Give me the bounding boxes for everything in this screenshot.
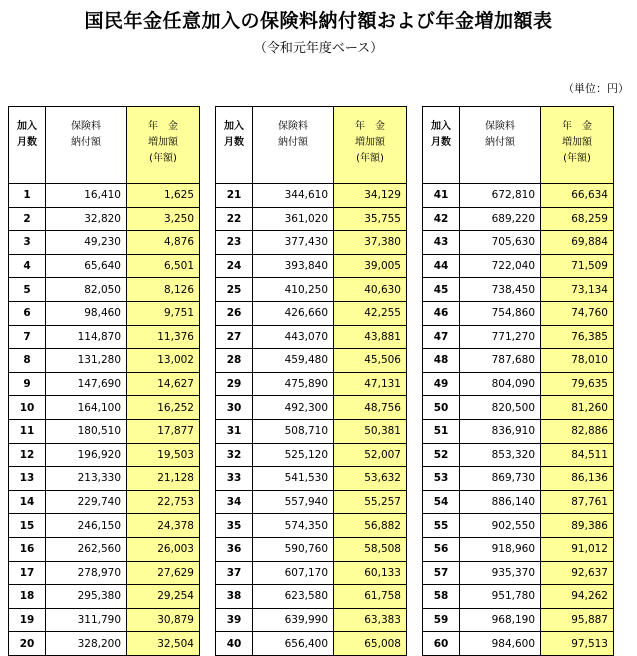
annuity-cell: 74,760	[541, 301, 614, 325]
table-row	[9, 184, 200, 208]
months-cell: 44	[423, 254, 460, 278]
table-row	[9, 608, 200, 632]
table-row	[423, 372, 614, 396]
table-row	[216, 372, 407, 396]
table-row	[9, 254, 200, 278]
months-header-line: 月数	[17, 137, 37, 148]
table-row	[9, 537, 200, 561]
annuity-cell: 39,005	[334, 254, 407, 278]
months-header	[9, 107, 46, 184]
annuity-cell: 63,383	[334, 608, 407, 632]
months-cell: 1	[9, 184, 46, 208]
annuity-cell: 61,758	[334, 585, 407, 609]
annuity-cell: 22,753	[127, 490, 200, 514]
payment-cell: 344,610	[253, 184, 334, 208]
payment-header-line: 保険料	[485, 121, 515, 132]
table-row	[423, 184, 614, 208]
payment-header	[460, 107, 541, 184]
payment-cell: 82,050	[46, 278, 127, 302]
months-cell: 34	[216, 490, 253, 514]
months-cell: 59	[423, 608, 460, 632]
table-row	[423, 443, 614, 467]
months-cell: 43	[423, 231, 460, 255]
payment-cell: 475,890	[253, 372, 334, 396]
payment-cell: 804,090	[460, 372, 541, 396]
payment-cell: 508,710	[253, 419, 334, 443]
months-cell: 57	[423, 561, 460, 585]
annuity-header-line: 増加額	[355, 137, 385, 148]
payment-cell: 246,150	[46, 514, 127, 538]
annuity-cell: 11,376	[127, 325, 200, 349]
table-row	[9, 490, 200, 514]
annuity-cell: 42,255	[334, 301, 407, 325]
contribution-table-1	[8, 106, 200, 656]
table-row	[216, 349, 407, 373]
annuity-cell: 13,002	[127, 349, 200, 373]
annuity-header-line: 年 金	[148, 121, 178, 132]
annuity-header-line: 増加額	[562, 137, 592, 148]
annuity-header-line: (年額)	[356, 153, 384, 164]
payment-cell: 918,960	[460, 537, 541, 561]
payment-cell: 722,040	[460, 254, 541, 278]
payment-cell: 738,450	[460, 278, 541, 302]
table-row	[9, 585, 200, 609]
payment-cell: 196,920	[46, 443, 127, 467]
annuity-cell: 87,761	[541, 490, 614, 514]
annuity-cell: 45,506	[334, 349, 407, 373]
months-cell: 49	[423, 372, 460, 396]
months-cell: 28	[216, 349, 253, 373]
months-header-line: 加入	[17, 121, 37, 132]
annuity-header	[127, 107, 200, 184]
months-cell: 7	[9, 325, 46, 349]
months-header-line: 加入	[431, 121, 451, 132]
annuity-cell: 35,755	[334, 207, 407, 231]
payment-cell: 426,660	[253, 301, 334, 325]
payment-cell: 541,530	[253, 467, 334, 491]
table-row	[216, 585, 407, 609]
payment-header-line: 納付額	[485, 137, 515, 148]
annuity-cell: 89,386	[541, 514, 614, 538]
payment-cell: 935,370	[460, 561, 541, 585]
annuity-cell: 47,131	[334, 372, 407, 396]
payment-cell: 361,020	[253, 207, 334, 231]
payment-cell: 820,500	[460, 396, 541, 420]
months-header-line: 月数	[431, 137, 451, 148]
payment-cell: 114,870	[46, 325, 127, 349]
annuity-cell: 40,630	[334, 278, 407, 302]
annuity-cell: 68,259	[541, 207, 614, 231]
payment-cell: 656,400	[253, 632, 334, 656]
payment-cell: 590,760	[253, 537, 334, 561]
annuity-cell: 78,010	[541, 349, 614, 373]
table-row	[9, 514, 200, 538]
table-row	[9, 325, 200, 349]
table-row	[423, 537, 614, 561]
payment-cell: 180,510	[46, 419, 127, 443]
months-cell: 52	[423, 443, 460, 467]
months-cell: 25	[216, 278, 253, 302]
months-cell: 54	[423, 490, 460, 514]
payment-cell: 147,690	[46, 372, 127, 396]
months-header-line: 月数	[224, 137, 244, 148]
months-cell: 22	[216, 207, 253, 231]
months-header-line: 加入	[224, 121, 244, 132]
payment-cell: 705,630	[460, 231, 541, 255]
months-cell: 53	[423, 467, 460, 491]
months-cell: 30	[216, 396, 253, 420]
payment-cell: 278,970	[46, 561, 127, 585]
months-cell: 60	[423, 632, 460, 656]
payment-cell: 443,070	[253, 325, 334, 349]
months-cell: 41	[423, 184, 460, 208]
table-row	[423, 278, 614, 302]
table-row	[216, 301, 407, 325]
months-cell: 46	[423, 301, 460, 325]
table-row	[216, 443, 407, 467]
months-header	[216, 107, 253, 184]
payment-header	[253, 107, 334, 184]
annuity-cell: 82,886	[541, 419, 614, 443]
table-row	[9, 396, 200, 420]
months-cell: 5	[9, 278, 46, 302]
payment-cell: 164,100	[46, 396, 127, 420]
annuity-cell: 29,254	[127, 585, 200, 609]
annuity-header-line: 年 金	[562, 121, 592, 132]
months-cell: 33	[216, 467, 253, 491]
annuity-cell: 79,635	[541, 372, 614, 396]
annuity-cell: 48,756	[334, 396, 407, 420]
months-cell: 3	[9, 231, 46, 255]
table-row	[423, 490, 614, 514]
payment-cell: 787,680	[460, 349, 541, 373]
payment-cell: 869,730	[460, 467, 541, 491]
annuity-header	[541, 107, 614, 184]
payment-cell: 951,780	[460, 585, 541, 609]
payment-cell: 853,320	[460, 443, 541, 467]
contribution-table-3	[422, 106, 614, 656]
annuity-cell: 56,882	[334, 514, 407, 538]
annuity-header	[334, 107, 407, 184]
months-cell: 17	[9, 561, 46, 585]
months-cell: 29	[216, 372, 253, 396]
annuity-cell: 8,126	[127, 278, 200, 302]
table-row	[9, 207, 200, 231]
payment-cell: 32,820	[46, 207, 127, 231]
annuity-cell: 3,250	[127, 207, 200, 231]
table-row	[423, 467, 614, 491]
months-cell: 40	[216, 632, 253, 656]
payment-cell: 131,280	[46, 349, 127, 373]
table-row	[423, 396, 614, 420]
annuity-cell: 86,136	[541, 467, 614, 491]
annuity-cell: 76,385	[541, 325, 614, 349]
months-cell: 51	[423, 419, 460, 443]
months-cell: 50	[423, 396, 460, 420]
annuity-cell: 92,637	[541, 561, 614, 585]
table-row	[216, 490, 407, 514]
payment-cell: 262,560	[46, 537, 127, 561]
months-cell: 13	[9, 467, 46, 491]
months-cell: 2	[9, 207, 46, 231]
payment-cell: 16,410	[46, 184, 127, 208]
annuity-cell: 30,879	[127, 608, 200, 632]
table-row	[216, 396, 407, 420]
table-row	[423, 349, 614, 373]
payment-cell: 689,220	[460, 207, 541, 231]
annuity-cell: 26,003	[127, 537, 200, 561]
annuity-header-line: (年額)	[563, 153, 591, 164]
table-row	[216, 254, 407, 278]
annuity-cell: 94,262	[541, 585, 614, 609]
table-row	[216, 467, 407, 491]
annuity-cell: 60,133	[334, 561, 407, 585]
header-row	[9, 107, 200, 184]
annuity-cell: 6,501	[127, 254, 200, 278]
months-cell: 9	[9, 372, 46, 396]
annuity-cell: 17,877	[127, 419, 200, 443]
payment-cell: 639,990	[253, 608, 334, 632]
annuity-cell: 84,511	[541, 443, 614, 467]
table-row	[423, 325, 614, 349]
months-cell: 12	[9, 443, 46, 467]
payment-cell: 984,600	[460, 632, 541, 656]
months-cell: 19	[9, 608, 46, 632]
table-row	[9, 231, 200, 255]
annuity-cell: 58,508	[334, 537, 407, 561]
annuity-cell: 14,627	[127, 372, 200, 396]
page-subtitle: （令和元年度ベース）	[253, 41, 384, 56]
payment-cell: 492,300	[253, 396, 334, 420]
months-cell: 23	[216, 231, 253, 255]
table-row	[423, 231, 614, 255]
annuity-cell: 71,509	[541, 254, 614, 278]
payment-cell: 393,840	[253, 254, 334, 278]
table-row	[423, 561, 614, 585]
annuity-cell: 1,625	[127, 184, 200, 208]
table-row	[423, 254, 614, 278]
months-cell: 47	[423, 325, 460, 349]
payment-cell: 607,170	[253, 561, 334, 585]
table-row	[9, 467, 200, 491]
annuity-cell: 91,012	[541, 537, 614, 561]
table-row	[216, 278, 407, 302]
months-cell: 45	[423, 278, 460, 302]
table-row	[216, 419, 407, 443]
table-row	[423, 585, 614, 609]
months-cell: 14	[9, 490, 46, 514]
months-cell: 42	[423, 207, 460, 231]
payment-cell: 98,460	[46, 301, 127, 325]
annuity-cell: 9,751	[127, 301, 200, 325]
months-cell: 27	[216, 325, 253, 349]
table-row	[216, 537, 407, 561]
months-cell: 55	[423, 514, 460, 538]
annuity-cell: 53,632	[334, 467, 407, 491]
months-cell: 8	[9, 349, 46, 373]
payment-cell: 574,350	[253, 514, 334, 538]
table-row	[423, 632, 614, 656]
annuity-cell: 97,513	[541, 632, 614, 656]
payment-cell: 968,190	[460, 608, 541, 632]
page-title: 国民年金任意加入の保険料納付額および年金増加額表	[84, 10, 553, 32]
table-row	[216, 207, 407, 231]
table-row	[216, 184, 407, 208]
annuity-cell: 65,008	[334, 632, 407, 656]
payment-cell: 311,790	[46, 608, 127, 632]
payment-cell: 49,230	[46, 231, 127, 255]
table-row	[9, 349, 200, 373]
annuity-cell: 21,128	[127, 467, 200, 491]
annuity-cell: 16,252	[127, 396, 200, 420]
payment-cell: 229,740	[46, 490, 127, 514]
annuity-cell: 27,629	[127, 561, 200, 585]
months-cell: 56	[423, 537, 460, 561]
payment-cell: 754,860	[460, 301, 541, 325]
months-cell: 32	[216, 443, 253, 467]
annuity-cell: 34,129	[334, 184, 407, 208]
months-cell: 24	[216, 254, 253, 278]
payment-cell: 410,250	[253, 278, 334, 302]
table-row	[9, 301, 200, 325]
payment-cell: 672,810	[460, 184, 541, 208]
months-cell: 31	[216, 419, 253, 443]
payment-cell: 65,640	[46, 254, 127, 278]
table-row	[216, 561, 407, 585]
payment-cell: 623,580	[253, 585, 334, 609]
header-row	[216, 107, 407, 184]
annuity-cell: 50,381	[334, 419, 407, 443]
annuity-cell: 55,257	[334, 490, 407, 514]
annuity-cell: 37,380	[334, 231, 407, 255]
months-cell: 39	[216, 608, 253, 632]
unit-label: （単位：円）	[563, 82, 629, 95]
table-row	[9, 372, 200, 396]
table-row	[423, 301, 614, 325]
months-cell: 11	[9, 419, 46, 443]
months-cell: 58	[423, 585, 460, 609]
months-cell: 10	[9, 396, 46, 420]
table-row	[216, 231, 407, 255]
payment-cell: 886,140	[460, 490, 541, 514]
months-cell: 4	[9, 254, 46, 278]
annuity-header-line: 年 金	[355, 121, 385, 132]
table-row	[423, 608, 614, 632]
payment-header-line: 納付額	[71, 137, 101, 148]
months-cell: 21	[216, 184, 253, 208]
payment-cell: 557,940	[253, 490, 334, 514]
annuity-header-line: 増加額	[148, 137, 178, 148]
contribution-table-2	[215, 106, 407, 656]
payment-cell: 459,480	[253, 349, 334, 373]
payment-header-line: 保険料	[71, 121, 101, 132]
payment-cell: 902,550	[460, 514, 541, 538]
annuity-cell: 95,887	[541, 608, 614, 632]
annuity-cell: 81,260	[541, 396, 614, 420]
annuity-cell: 66,634	[541, 184, 614, 208]
months-cell: 36	[216, 537, 253, 561]
annuity-cell: 52,007	[334, 443, 407, 467]
annuity-cell: 4,876	[127, 231, 200, 255]
payment-cell: 328,200	[46, 632, 127, 656]
table-row	[9, 419, 200, 443]
table-row	[9, 632, 200, 656]
months-cell: 35	[216, 514, 253, 538]
months-cell: 37	[216, 561, 253, 585]
table-row	[216, 514, 407, 538]
annuity-cell: 32,504	[127, 632, 200, 656]
payment-cell: 771,270	[460, 325, 541, 349]
payment-cell: 295,380	[46, 585, 127, 609]
months-header	[423, 107, 460, 184]
months-cell: 48	[423, 349, 460, 373]
months-cell: 38	[216, 585, 253, 609]
annuity-cell: 43,881	[334, 325, 407, 349]
months-cell: 16	[9, 537, 46, 561]
table-row	[9, 278, 200, 302]
table-row	[9, 443, 200, 467]
annuity-cell: 24,378	[127, 514, 200, 538]
months-cell: 20	[9, 632, 46, 656]
header-row	[423, 107, 614, 184]
months-cell: 18	[9, 585, 46, 609]
annuity-cell: 19,503	[127, 443, 200, 467]
table-row	[423, 419, 614, 443]
payment-cell: 213,330	[46, 467, 127, 491]
months-cell: 15	[9, 514, 46, 538]
months-cell: 26	[216, 301, 253, 325]
table-row	[423, 514, 614, 538]
payment-cell: 525,120	[253, 443, 334, 467]
payment-header-line: 保険料	[278, 121, 308, 132]
payment-header	[46, 107, 127, 184]
table-row	[9, 561, 200, 585]
table-row	[216, 632, 407, 656]
table-row	[216, 325, 407, 349]
payment-cell: 836,910	[460, 419, 541, 443]
table-row	[216, 608, 407, 632]
annuity-cell: 69,884	[541, 231, 614, 255]
payment-cell: 377,430	[253, 231, 334, 255]
payment-header-line: 納付額	[278, 137, 308, 148]
annuity-header-line: (年額)	[149, 153, 177, 164]
months-cell: 6	[9, 301, 46, 325]
annuity-cell: 73,134	[541, 278, 614, 302]
table-row	[423, 207, 614, 231]
